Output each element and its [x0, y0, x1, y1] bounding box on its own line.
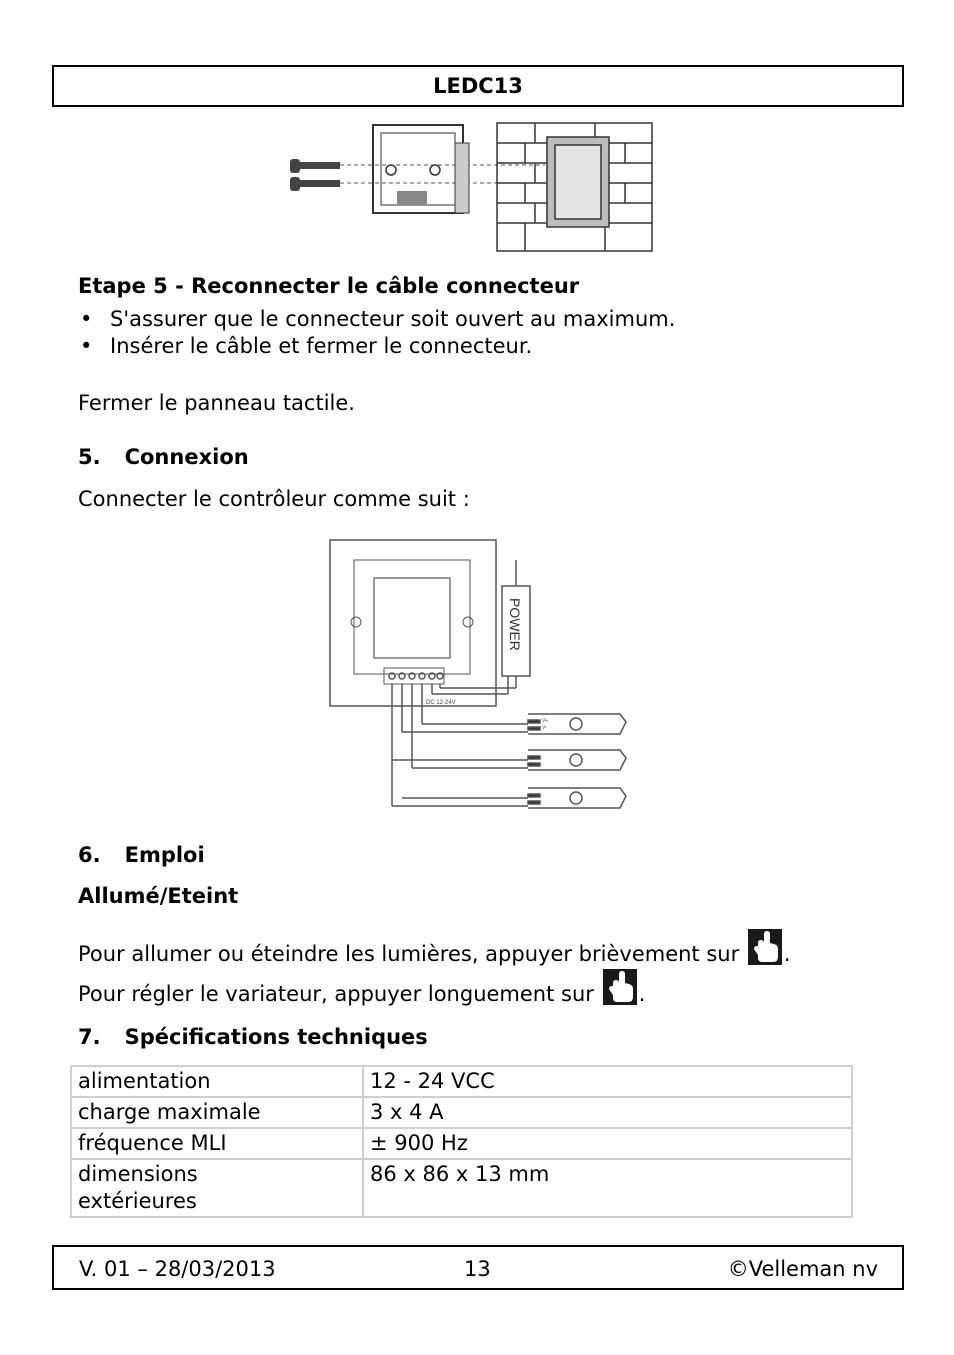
section6-heading [78, 842, 205, 869]
strip-label-minus: V- [542, 725, 547, 731]
section-title: Spécifications techniques [124, 1025, 428, 1049]
section-number: 6. [78, 843, 101, 867]
screw-icon [290, 159, 340, 191]
spec-label: dimensions extérieures [71, 1159, 363, 1217]
header-title: LEDC13 [433, 74, 523, 98]
mounting-illustration [285, 115, 660, 257]
spec-table [70, 1065, 853, 1218]
usage-line-short-press: Pour allumer ou éteindre les lumières, appuyer brièvement sur . [78, 929, 791, 968]
section6-subtitle: Allumé/Eteint [78, 884, 239, 908]
page-footer [52, 1245, 904, 1290]
footer-page-number: 13 [464, 1257, 491, 1281]
table-row [71, 1066, 852, 1097]
table-row [71, 1128, 852, 1159]
brick-wall-icon [497, 123, 652, 251]
spec-value: ± 900 Hz [363, 1128, 852, 1159]
table-row [71, 1159, 852, 1217]
spec-value: 3 x 4 A [363, 1097, 852, 1128]
list-item: • S'assurer que le connecteur soit ouvert au maximum. [80, 307, 676, 331]
section-title: Emploi [124, 843, 205, 867]
spec-value: 12 - 24 VCC [363, 1066, 852, 1097]
section5-heading [78, 444, 249, 471]
usage-line-long-press: Pour régler le variateur, appuyer longuement sur . [78, 969, 645, 1008]
spec-value: 86 x 86 x 13 mm [363, 1159, 852, 1217]
section-number: 5. [78, 445, 101, 469]
spec-label: charge maximale [71, 1097, 363, 1128]
list-item: • Insérer le câble et fermer le connecteur. [80, 334, 533, 358]
step5-title: Etape 5 - Reconnecter le câble connecteur [78, 274, 580, 298]
terminal-label: DC 12-24V [426, 700, 456, 706]
page-header [52, 65, 904, 107]
touch-hand-icon [748, 929, 782, 965]
wall-box-icon [373, 125, 469, 213]
spec-label: alimentation [71, 1066, 363, 1097]
power-label: POWER [507, 598, 523, 651]
wiring-diagram [328, 538, 630, 814]
touch-hand-icon [603, 969, 637, 1005]
section-number: 7. [78, 1025, 101, 1049]
controller-panel [330, 540, 496, 706]
spec-label: fréquence MLI [71, 1128, 363, 1159]
footer-copyright: ©Velleman nv [727, 1257, 878, 1281]
step5-bullet-list [78, 306, 675, 360]
section5-text: Connecter le contrôleur comme suit : [78, 487, 470, 511]
strip-label-plus: V+ [542, 718, 549, 724]
section7-heading [78, 1024, 428, 1051]
table-row [71, 1097, 852, 1128]
step5-note: Fermer le panneau tactile. [78, 391, 355, 415]
section-title: Connexion [124, 445, 249, 469]
footer-version: V. 01 – 28/03/2013 [79, 1257, 276, 1281]
